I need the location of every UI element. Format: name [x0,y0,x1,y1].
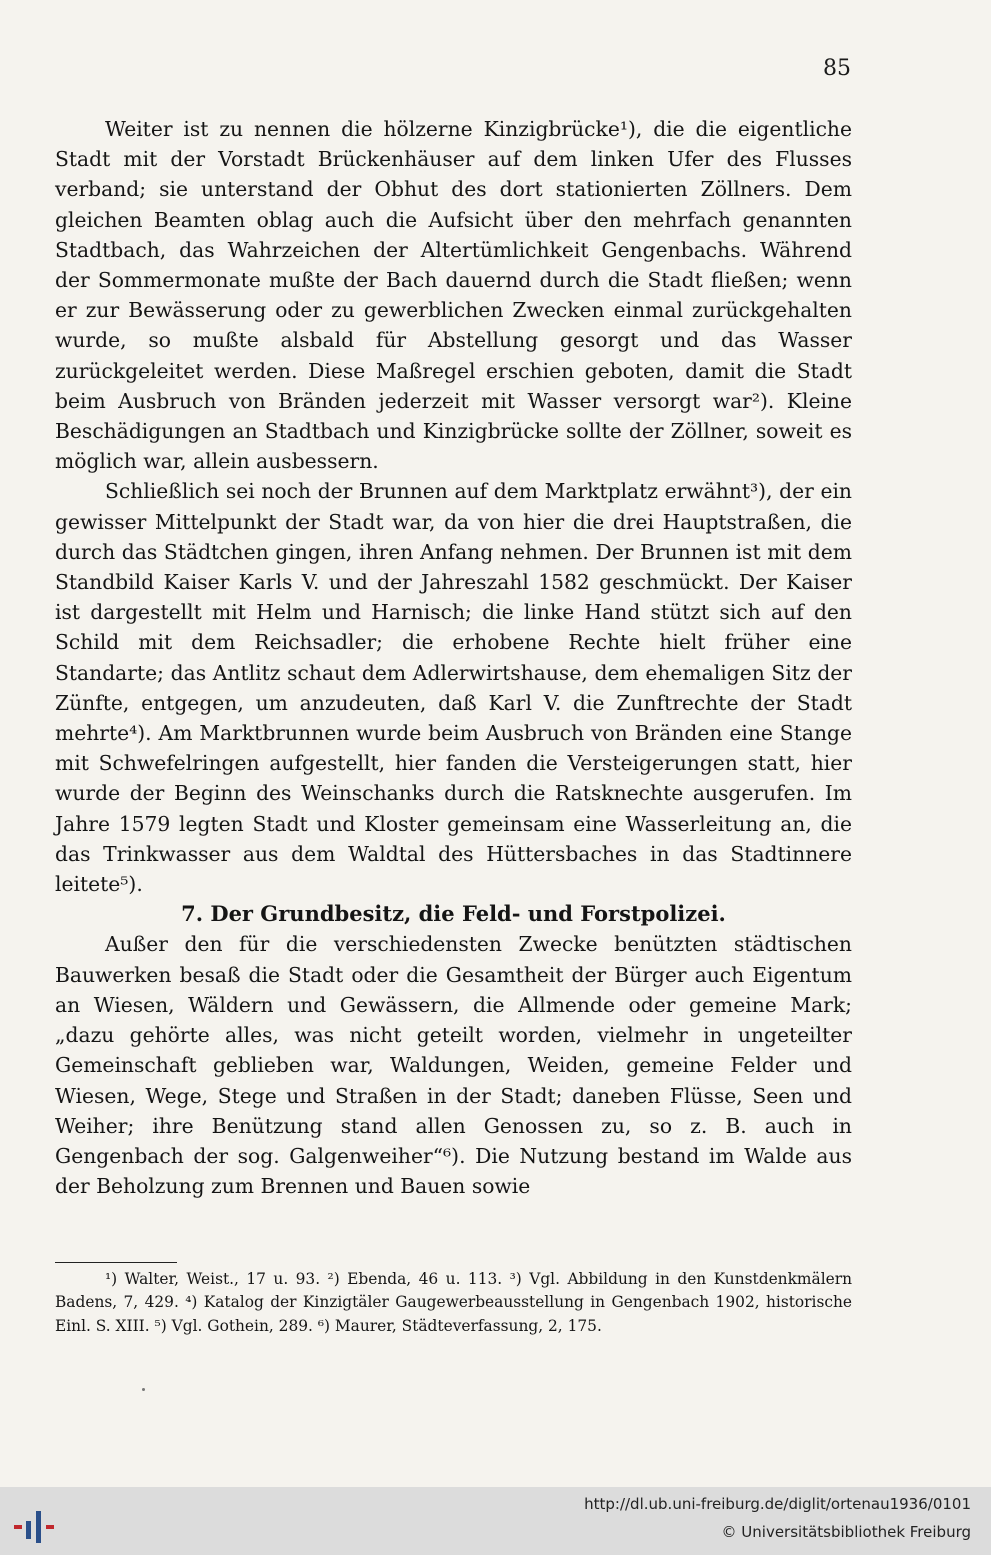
body-text [55,114,852,1201]
footnote-divider [55,1262,177,1263]
paragraph-allmende: Außer den für die verschiedensten Zwecke benützten städtischen Bauwerken besaß die Stadt oder die Gesamtheit der Bürger auch Eigentum an Wiesen, Wäldern und Gewässern, die Allmende oder gemeine Mark; „dazu gehörte alles, was nicht geteilt worden, vielmehr in ungeteilter Gemeinschaft geblieben war, Waldungen, Weiden, gemeine Felder und Wiesen, Wege, Stege und Straßen in der Stadt; daneben Flüsse, Seen und Weiher; ihre Benützung stand allen Genossen zu, so z. B. auch in Gengenbach der sog. Galgenweiher“⁶). Die Nutzung bestand im Walde aus der Beholzung zum Brennen und Bauen sowie [55,932,852,1199]
paragraph-brunnen: Schließlich sei noch der Brunnen auf dem Marktplatz erwähnt³), der ein gewisser Mittelpunkt der Stadt war, da von hier die drei Hauptstraßen, die durch das Städtchen gingen, ihren Anfang nehmen. Der Brunnen ist mit dem Standbild Kaiser Karls V. und der Jahreszahl 1582 geschmückt. Der Kaiser ist dargestellt mit Helm und Harnisch; die linke Hand stützt sich auf den Schild mit dem Reichsadler; die erhobene Rechte hielt früher eine Standarte; das Antlitz schaut dem Adlerwirtshause, dem ehemaligen Sitz der Zünfte, entgegen, um anzudeuten, daß Karl V. die Zunftrechte der Stadt mehrte⁴). Am Marktbrunnen wurde beim Ausbruch von Bränden eine Stange mit Schwefelringen aufgestellt, hier fanden die Versteigerungen statt, hier wurde der Beginn des Weinschanks durch die Ratsknechte ausgerufen. Im Jahre 1579 legten Stadt und Kloster gemeinsam eine Wasserleitung an, die das Trinkwasser aus dem Waldtal des Hüttersbaches in das Stadtinnere leitete⁵). [55,479,852,897]
copyright-notice: © Universitätsbibliothek Freiburg [721,1523,971,1541]
footnotes [55,1268,852,1338]
footnote-text: ¹) Walter, Weist., 17 u. 93. ²) Ebenda, 46 u. 113. ³) Vgl. Abbildung in den Kunstdenkmälern Badens, 7, 429. ⁴) Katalog der Kinzigtäler Gaugewerbeausstellung in Gengenbach 1902, historische Einl. S. XIII. ⁵) Vgl. Gothein, 289. ⁶) Maurer, Städteverfassung, 2, 175. [55,1270,852,1335]
ub-freiburg-logo-icon [12,1507,62,1547]
section-heading: 7. Der Grundbesitz, die Feld- und Forstpolizei. [181,901,726,927]
viewer-footer [0,1487,991,1555]
scan-speck [142,1388,145,1391]
source-url[interactable]: http://dl.ub.uni-freiburg.de/diglit/ortenau1936/0101 [584,1495,971,1513]
paragraph-kinzigbruecke: Weiter ist zu nennen die hölzerne Kinzigbrücke¹), die die eigentliche Stadt mit der Vorstadt Brückenhäuser auf dem linken Ufer des Flusses verband; sie unterstand der Obhut des dort stationierten Zöllners. Dem gleichen Beamten oblag auch die Aufsicht über den mehrfach genannten Stadtbach, das Wahrzeichen der Altertümlichkeit Gengenbachs. Während der Sommermonate mußte der Bach dauernd durch die Stadt fließen; wenn er zur Bewässerung oder zu gewerblichen Zwecken einmal zurückgehalten wurde, so mußte alsbald für Abstellung gesorgt und das Wasser zurückgeleitet werden. Diese Maßregel erschien geboten, damit die Stadt beim Ausbruch von Bränden jederzeit mit Wasser versorgt war²). Kleine Beschädigungen an Stadtbach und Kinzigbrücke sollte der Zöllner, soweit es möglich war, allein ausbessern. [55,117,852,474]
page-number: 85 [823,56,851,81]
